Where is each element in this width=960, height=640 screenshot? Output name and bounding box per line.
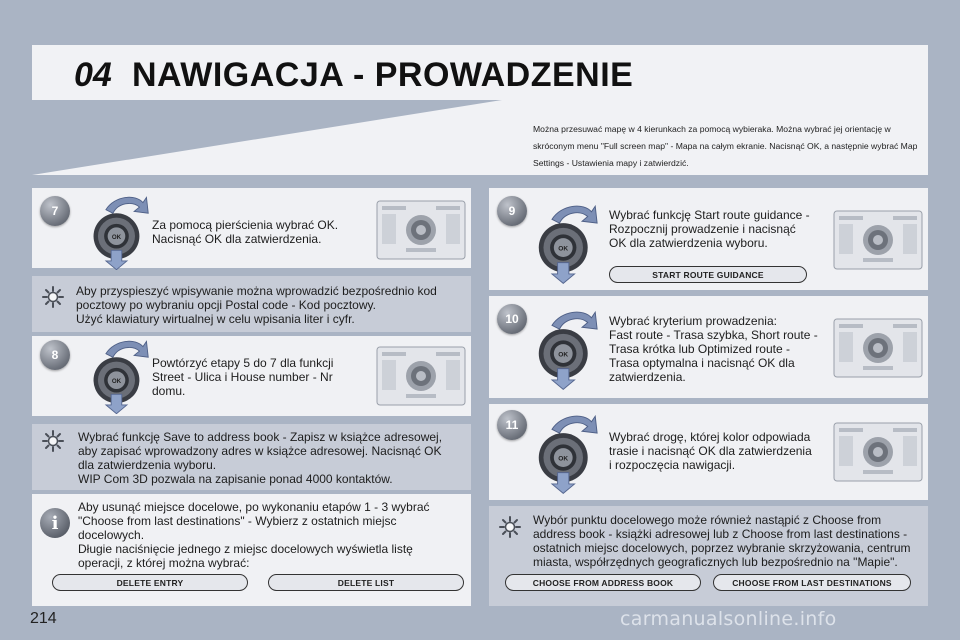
- step-11-text: Wybrać drogę, której kolor odpowiada trasie i nacisnąć OK dla zatwierdzenia i rozpoczęcia nawigacji.: [609, 430, 812, 472]
- tip-save-text: Wybrać funkcję Save to address book - Zapisz w książce adresowej, aby zapisać wprowadzony adres w książce adresowej. Nacisnąć OK dla zatwierdzenia wyboru. WIP Com 3D pozwala na zapisanie ponad 4000 kontaktów.: [78, 430, 443, 486]
- page-title: NAWIGACJA - PROWADZENIE: [132, 56, 634, 94]
- info-icon: i: [40, 508, 70, 538]
- info-delete-panel: [32, 494, 471, 606]
- tip-postal-panel: [32, 276, 471, 332]
- chapter-number: 04: [74, 56, 112, 94]
- tip-icon: [42, 286, 64, 308]
- tip-save-panel: [32, 424, 471, 490]
- selector-knob-icon: [535, 408, 599, 494]
- radio-unit-icon: [833, 210, 923, 270]
- selector-knob-icon: [535, 304, 599, 390]
- choose-last-destinations-button[interactable]: CHOOSE FROM LAST DESTINATIONS: [713, 574, 911, 591]
- selector-knob-icon: [90, 334, 150, 414]
- step-number-badge: 11: [497, 410, 527, 440]
- step-number-badge: 7: [40, 196, 70, 226]
- step-10-panel: [489, 296, 928, 398]
- tip-postal-text: Aby przyspieszyć wpisywanie można wprowadzić bezpośrednio kod pocztowy po wybraniu opcji Postal code - Kod pocztowy. Użyć klawiatury wirtualnej w celu wpisania liter i cyfr.: [76, 284, 437, 326]
- step-9-panel: [489, 188, 928, 290]
- header-decoration: [32, 100, 502, 175]
- tip-icon: [499, 516, 521, 538]
- start-route-guidance-button[interactable]: START ROUTE GUIDANCE: [609, 266, 807, 283]
- page-number: 214: [30, 610, 57, 627]
- step-number-badge: 10: [497, 304, 527, 334]
- watermark: carmanualsonline.info: [620, 608, 837, 630]
- intro-text: Można przesuwać mapę w 4 kierunkach za pomocą wybieraka. Można wybrać jej orientację w skróconym menu "Full screen map" - Mapa na całym ekranie. Nacisnąć OK, a następnie wybrać Map Settings - Ustawienia mapy i zatwierdzić.: [533, 124, 918, 168]
- step-10-text: Wybrać kryterium prowadzenia: Fast route - Trasa szybka, Short route - Trasa krótka lub Optimized route - Trasa optymalna i nacisnąć OK dla zatwierdzenia.: [609, 314, 818, 384]
- tip-icon: [42, 430, 64, 452]
- radio-unit-icon: [833, 422, 923, 482]
- step-8-panel: [32, 336, 471, 416]
- step-number-badge: 8: [40, 340, 70, 370]
- tip-choose-text: Wybór punktu docelowego może również nastąpić z Choose from address book - książki adresowej lub z Choose from last destinations - ostatnich miejsc docelowych, poprzez wybranie skrzyżowania, centrum miasta, współrzędnych geograficznych lub bezpośrednio na "Mapie".: [533, 513, 911, 569]
- delete-list-button[interactable]: DELETE LIST: [268, 574, 464, 591]
- radio-unit-icon: [376, 346, 466, 406]
- tip-choose-panel: [489, 506, 928, 606]
- choose-address-book-button[interactable]: CHOOSE FROM ADDRESS BOOK: [505, 574, 701, 591]
- info-delete-text: Aby usunąć miejsce docelowe, po wykonaniu etapów 1 - 3 wybrać "Choose from last destinations" - Wybierz z ostatnich miejsc docelowych. Długie naciśnięcie jednego z miejsc docelowych wyświetla listę operacji, z której można wybrać:: [78, 500, 430, 570]
- step-7-text: Za pomocą pierścienia wybrać OK. Nacisnąć OK dla zatwierdzenia.: [152, 218, 339, 246]
- radio-unit-icon: [833, 318, 923, 378]
- radio-unit-icon: [376, 200, 466, 260]
- step-7-panel: [32, 188, 471, 268]
- selector-knob-icon: [535, 198, 599, 284]
- step-8-text: Powtórzyć etapy 5 do 7 dla funkcji Street - Ulica i House number - Nr domu.: [152, 356, 334, 398]
- selector-knob-icon: [90, 190, 150, 270]
- delete-entry-button[interactable]: DELETE ENTRY: [52, 574, 248, 591]
- step-number-badge: 9: [497, 196, 527, 226]
- step-9-text: Wybrać funkcję Start route guidance - Rozpocznij prowadzenie i nacisnąć OK dla zatwierdzenia wyboru.: [609, 208, 810, 250]
- step-11-panel: [489, 404, 928, 500]
